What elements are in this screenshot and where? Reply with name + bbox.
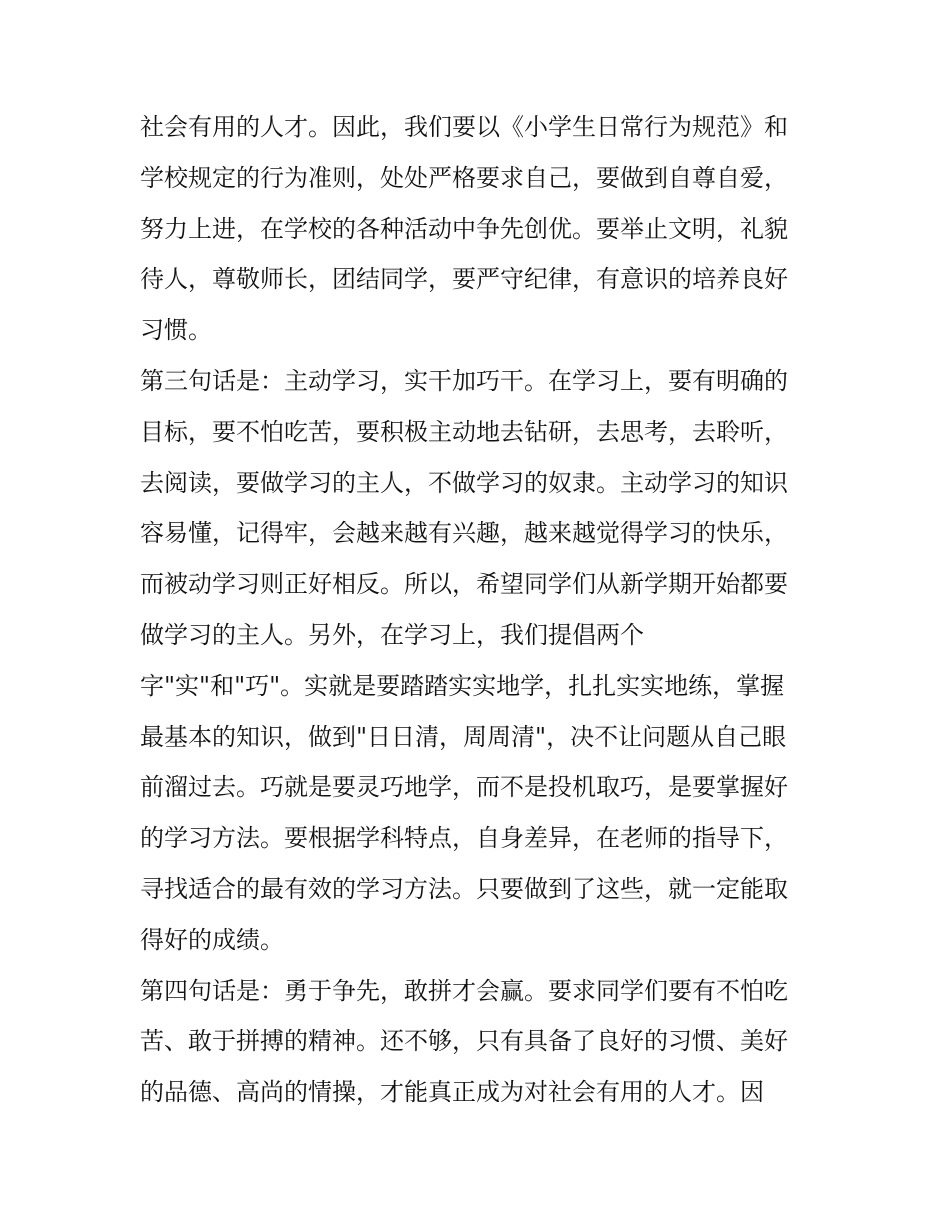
text-line: 习惯。	[140, 316, 212, 345]
text-line: 去阅读，要做学习的主人，不做学习的奴隶。主动学习的知识	[140, 468, 788, 497]
text-line: 的品德、高尚的情操，才能真正成为对社会有用的人才。因	[140, 1078, 764, 1107]
text-line: 学校规定的行为准则，处处严格要求自己，要做到自尊自爱，	[140, 163, 788, 192]
text-line: 得好的成绩。	[140, 925, 284, 954]
text-line: 第三句话是：主动学习，实干加巧干。在学习上，要有明确的	[140, 366, 788, 395]
text-line: 社会有用的人才。因此，我们要以《小学生日常行为规范》和	[140, 113, 788, 141]
text-line: 最基本的知识，做到"日日清，周周清"，决不让问题从自己眼	[140, 722, 787, 751]
document-body	[140, 102, 820, 1118]
text-line: 苦、敢于拼搏的精神。还不够，只有具备了良好的习惯、美好	[140, 1027, 788, 1056]
text-line: 目标，要不怕吃苦，要积极主动地去钻研，去思考，去聆听，	[140, 417, 788, 446]
text-line: 前溜过去。巧就是要灵巧地学，而不是投机取巧，是要掌握好	[140, 773, 788, 802]
text-line: 而被动学习则正好相反。所以，希望同学们从新学期开始都要	[140, 570, 788, 599]
text-line: 字"实"和"巧"。实就是要踏踏实实地学，扎扎实实地练，掌握	[140, 671, 785, 700]
text-line: 容易懂，记得牢，会越来越有兴趣，越来越觉得学习的快乐，	[140, 519, 788, 548]
text-line: 第四句话是：勇于争先，敢拼才会赢。要求同学们要有不怕吃	[140, 976, 788, 1005]
text-line: 待人，尊敬师长，团结同学，要严守纪律，有意识的培养良好	[140, 265, 788, 294]
text-line: 的学习方法。要根据学科特点，自身差异，在老师的指导下，	[140, 824, 788, 853]
text-line: 努力上进，在学校的各种活动中争先创优。要举止文明，礼貌	[140, 214, 788, 243]
text-line: 寻找适合的最有效的学习方法。只要做到了这些，就一定能取	[140, 874, 788, 903]
text-line: 做学习的主人。另外，在学习上，我们提倡两个	[140, 620, 644, 649]
